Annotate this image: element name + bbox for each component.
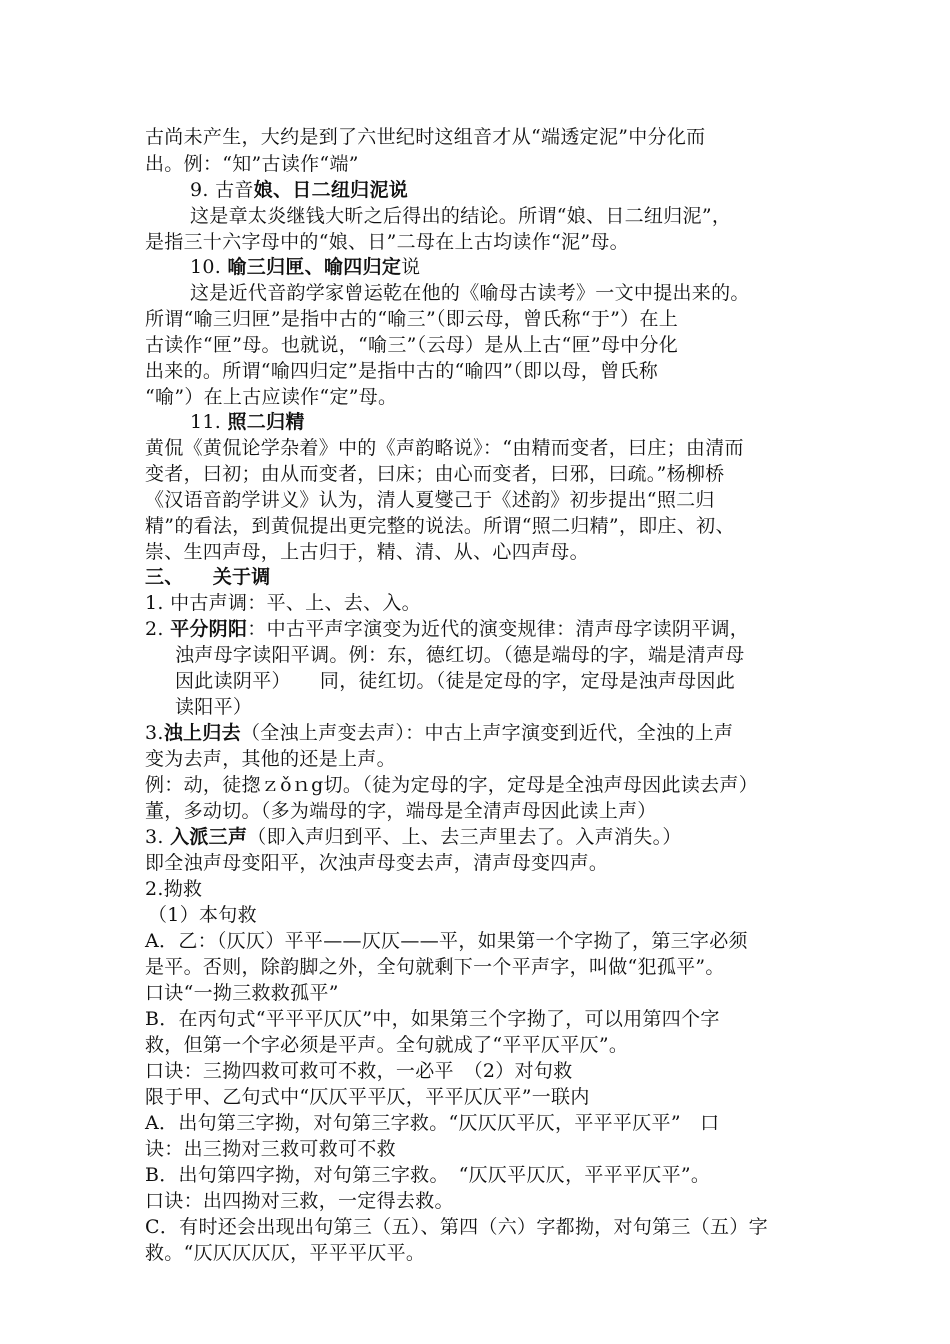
rule-number: 2. bbox=[145, 618, 171, 640]
text-line: 所谓“喻三归匣”是指中古的“喻三”（即云母，曾氏称“于”）在上 bbox=[145, 308, 679, 330]
text-line: 出。例：“知”古读作“端” bbox=[145, 153, 359, 175]
text-line: 限于甲、乙句式中“仄仄平平仄，平平仄仄平”一联内 bbox=[145, 1086, 590, 1108]
text-line: 崇、生四声母，上古归于，精、清、从、心四声母。 bbox=[145, 541, 589, 563]
text-line: 出来的。所谓“喻四归定”是指中古的“喻四”（即以母，曾氏称 bbox=[145, 360, 659, 382]
text-line: 口诀：出四拗对三救，一定得去救。 bbox=[145, 1190, 454, 1212]
text-line: A．乙：（仄仄）平平——仄仄——平，如果第一个字拗了，第三字必须 bbox=[145, 930, 748, 952]
text-line: 是指三十六字母中的“娘、日”二母在上古均读作“泥”母。 bbox=[145, 231, 629, 253]
text-line: 精”的看法，到黄侃提出更完整的说法。所谓“照二归精”，即庄、初、 bbox=[145, 515, 735, 537]
tone-rule-4 bbox=[145, 824, 682, 850]
heading-tail: 说 bbox=[401, 256, 421, 278]
text-line: 黄侃《黄侃论学杂着》中的《声韵略说》：“由精而变者，曰庄；由清而 bbox=[145, 437, 744, 459]
text-line: 《汉语音韵学讲义》认为，清人夏燮己于《述韵》初步提出“照二归 bbox=[145, 489, 715, 511]
rule-number: 3. bbox=[145, 722, 164, 744]
text-line: 这是章太炎继钱大昕之后得出的结论。所谓“娘、日二纽归泥”， bbox=[190, 205, 732, 227]
rule-colon: ： bbox=[247, 618, 267, 640]
tone-rule-2 bbox=[145, 616, 749, 642]
rule-number: 3. bbox=[145, 826, 171, 848]
text-line: “喻”）在上古应读作“定”母。 bbox=[145, 386, 398, 408]
text-line: B．出句第四字拗，对句第三字救。 “仄仄平仄仄，平平平仄平”。 bbox=[145, 1164, 711, 1186]
text-line: 董，多动切。（多为端母的字，端母是全清声母因此读上声） bbox=[145, 800, 657, 822]
text-line: 是平。否则，除韵脚之外，全句就剩下一个平声字，叫做“犯孤平”。 bbox=[145, 956, 725, 978]
text-line: 读阳平） bbox=[175, 696, 253, 718]
text-line: A．出句第三字拗，对句第三字救。“仄仄仄平仄，平平平仄平” 口 bbox=[145, 1112, 720, 1134]
rule-title: 浊上归去 bbox=[163, 722, 241, 744]
rule-text: 中古平声字演变为近代的演变规律：清声母字读阴平调， bbox=[266, 618, 750, 640]
rule-title: 入派三声 bbox=[170, 826, 248, 848]
heading-11 bbox=[190, 409, 305, 435]
text-line: 诀：出三拗对三救可救可不救 bbox=[145, 1138, 396, 1160]
heading-title: 喻三归匣、喻四归定 bbox=[227, 256, 402, 278]
heading-9 bbox=[190, 177, 408, 203]
text-line: 变者，曰初；由从而变者，曰床；由心而变者，曰邪，曰疏。”杨柳桥 bbox=[145, 463, 725, 485]
text-line: 例：动，徒揔ｚǒｎg切。（徒为定母的字，定母是全浊声母因此读去声） bbox=[145, 774, 759, 796]
heading-10 bbox=[190, 254, 420, 280]
rule-text: （全浊上声变去声）：中古上声字演变到近代，全浊的上声 bbox=[240, 722, 734, 744]
text-line: 这是近代音韵学家曾运乾在他的《喻母古读考》一文中提出来的。 bbox=[190, 282, 750, 304]
text-line: 古尚未产生，大约是到了六世纪时这组音才从“端透定泥”中分化而 bbox=[145, 126, 706, 148]
text-line: 救，但第一个字必须是平声。全句就成了“平平仄平仄”。 bbox=[145, 1034, 629, 1056]
text-line: 1. 中古声调：平、上、去、入。 bbox=[145, 592, 421, 614]
rule-text: （即入声归到平、上、去三声里去了。入声消失。） bbox=[247, 826, 682, 848]
subsection-heading: 2.拗救 bbox=[145, 878, 203, 900]
text-line: 变为去声，其他的还是上声。 bbox=[145, 748, 396, 770]
text-line: 救。“仄仄仄仄仄，平平平仄平。 bbox=[145, 1242, 426, 1264]
text-line: 因此读阴平） 同，徒红切。（徒是定母的字，定母是浊声母因此 bbox=[175, 670, 736, 692]
heading-number: 9. 古音 bbox=[190, 179, 254, 201]
rule-title: 平分阴阳 bbox=[170, 618, 248, 640]
heading-title: 娘、日二纽归泥说 bbox=[253, 179, 409, 201]
heading-title: 照二归精 bbox=[227, 411, 305, 433]
section-heading-3: 三、 关于调 bbox=[145, 566, 271, 588]
text-line: 口诀：三拗四救可救可不救，一必平 （2）对句救 bbox=[145, 1060, 573, 1082]
text-line: B．在丙句式“平平平仄仄”中，如果第三个字拗了，可以用第四个字 bbox=[145, 1008, 720, 1030]
text-line: C．有时还会出现出句第三（五）、第四（六）字都拗，对句第三（五）字 bbox=[145, 1216, 768, 1238]
heading-number: 11. bbox=[190, 411, 228, 433]
text-line: 口诀“一拗三救救孤平” bbox=[145, 982, 339, 1004]
tone-rule-3 bbox=[145, 720, 733, 746]
subsection-heading: （1）本句救 bbox=[148, 904, 257, 926]
text-line: 古读作“匣”母。也就说，“喻三”（云母）是从上古“匣”母中分化 bbox=[145, 334, 679, 356]
text-line: 即全浊声母变阳平，次浊声母变去声，清声母变四声。 bbox=[145, 852, 609, 874]
heading-number: 10. bbox=[190, 256, 228, 278]
text-line: 浊声母字读阳平调。例：东，德红切。（德是端母的字，端是清声母 bbox=[175, 644, 745, 666]
